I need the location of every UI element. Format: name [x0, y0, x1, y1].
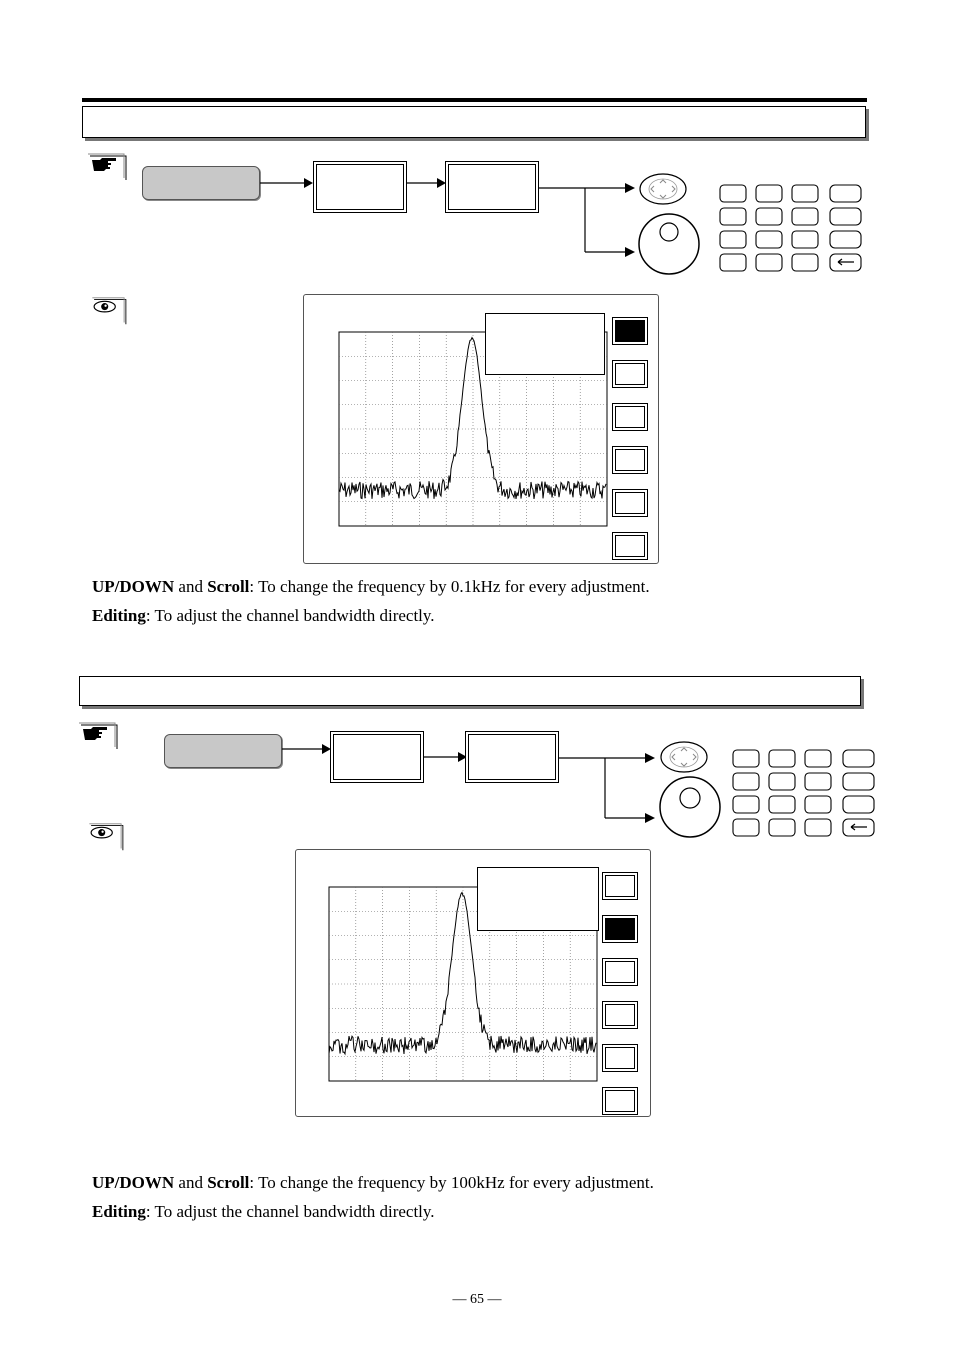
- screen-softkey[interactable]: [602, 958, 638, 986]
- marker-readout-box: [485, 313, 605, 375]
- screen-softkey[interactable]: [612, 403, 648, 431]
- bold-term: UP/DOWN: [92, 1173, 175, 1192]
- flow-arrow: [258, 176, 314, 190]
- screen-softkey[interactable]: [612, 317, 648, 345]
- bold-term: Editing: [92, 606, 146, 625]
- flow-arrow: [422, 750, 468, 764]
- section1-note-1: [92, 576, 650, 598]
- function-key[interactable]: [142, 166, 260, 200]
- note-text: and: [174, 577, 208, 596]
- section1-heading-bar: [82, 106, 866, 138]
- note-text: : To change the frequency by 0.1kHz for every adjustment.: [249, 577, 650, 596]
- section1-note-2: [92, 605, 435, 627]
- screen-softkey[interactable]: [602, 1044, 638, 1072]
- numeric-keypad-icon[interactable]: [718, 183, 864, 275]
- menu-key-2[interactable]: [445, 161, 539, 213]
- note-text: : To adjust the channel bandwidth directly.: [145, 1202, 435, 1221]
- bold-term: Scroll: [207, 1173, 250, 1192]
- screen-softkey[interactable]: [602, 1001, 638, 1029]
- note-text: : To change the frequency by 100kHz for every adjustment.: [249, 1173, 654, 1192]
- screen-softkey[interactable]: [612, 489, 648, 517]
- screen-softkey[interactable]: [612, 360, 648, 388]
- pointing-hand-icon: [86, 152, 130, 182]
- section2-heading-bar: [79, 676, 861, 706]
- menu-key-1[interactable]: [330, 731, 424, 783]
- note-text: and: [174, 1173, 208, 1192]
- arrow-keys-icon[interactable]: [638, 172, 688, 206]
- arrow-keys-icon[interactable]: [659, 740, 709, 774]
- scroll-knob-icon[interactable]: [637, 212, 701, 276]
- function-key[interactable]: [164, 734, 282, 768]
- section2-note-2: [92, 1201, 435, 1223]
- screen-softkey[interactable]: [602, 872, 638, 900]
- menu-key-1[interactable]: [313, 161, 407, 213]
- analyzer-screen-2: [295, 849, 651, 1117]
- page-number: — 65 —: [452, 1292, 502, 1307]
- screen-softkey[interactable]: [602, 1087, 638, 1115]
- section2-note-1: [92, 1172, 654, 1194]
- screen-softkey[interactable]: [602, 915, 638, 943]
- marker-readout-box: [477, 867, 599, 931]
- scroll-knob-icon[interactable]: [658, 774, 722, 840]
- screen-softkey[interactable]: [612, 446, 648, 474]
- note-text: : To adjust the channel bandwidth directly.: [145, 606, 435, 625]
- menu-key-2[interactable]: [465, 731, 559, 783]
- eye-icon: [85, 822, 129, 852]
- flow-arrows-to-controls: [537, 178, 637, 258]
- bold-term: Editing: [92, 1202, 146, 1221]
- flow-arrow: [280, 742, 332, 756]
- screen-softkey[interactable]: [612, 532, 648, 560]
- numeric-keypad-icon[interactable]: [731, 748, 877, 840]
- eye-icon: [88, 296, 132, 326]
- analyzer-screen-1: [303, 294, 659, 564]
- bold-term: Scroll: [207, 577, 250, 596]
- flow-arrow: [405, 176, 447, 190]
- pointing-hand-icon: [77, 721, 121, 751]
- bold-term: UP/DOWN: [92, 577, 175, 596]
- top-rule: [82, 98, 867, 102]
- flow-arrows-to-controls: [557, 748, 657, 828]
